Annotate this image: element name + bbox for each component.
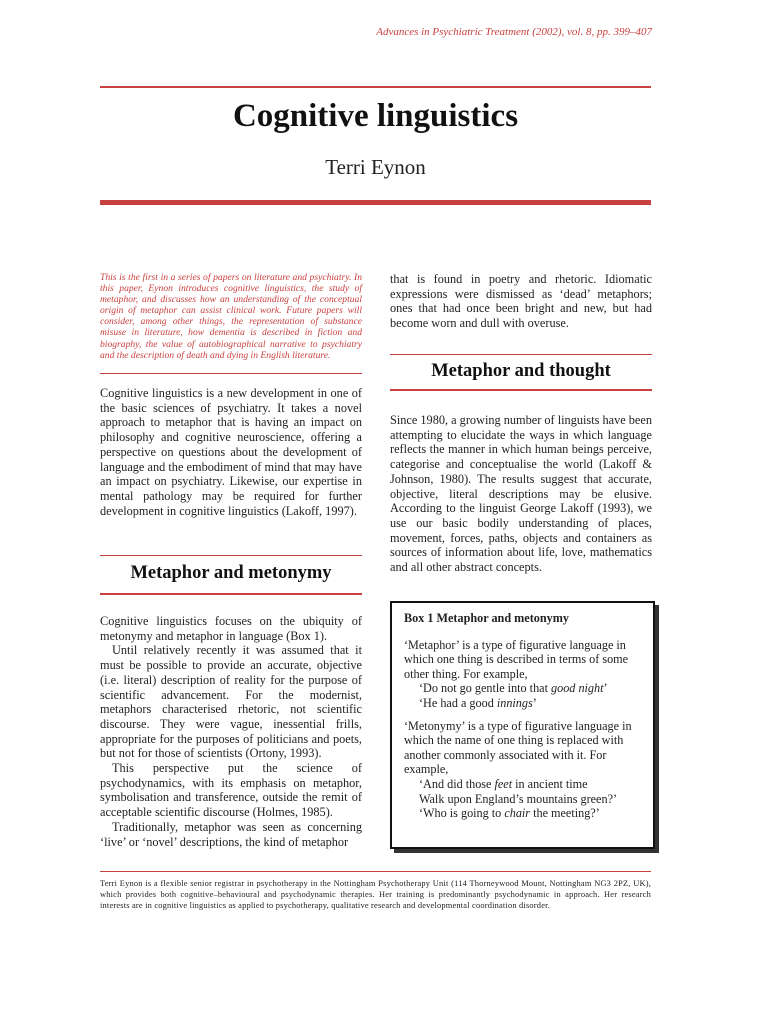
section-heading-metaphor-thought: Metaphor and thought [431, 361, 611, 381]
section-heading-metaphor-metonymy: Metaphor and metonymy [130, 563, 332, 583]
section1-paragraph: Traditionally, metaphor was seen as concerning ‘live’ or ‘novel’ descriptions, the kind of metaphor [100, 819, 362, 849]
metonymy-example: ‘And did those feet in ancient time [419, 776, 588, 791]
section1-paragraph: This perspective put the science of psychodynamics, with its emphasis on metaphor, symbolisation and transference, outside the remit of acceptable scientific discourse (Holmes, 1985). [100, 761, 362, 820]
intro-text: Cognitive linguistics is a new development in one of the basic sciences of psychiatry. It takes a novel approach to metaphor that is having an impact on philosophy and cognitive neuroscience, offering a perspective on questions about the development of language and the embodiment of mind that may have an impact on psychiatry. Likewise, our expertise in mental pathology may be required for further development in cognitive linguistics (Lakoff, 1997). [100, 386, 362, 518]
metaphor-definition: ‘Metaphor’ is a type of figurative language in which one thing is described in terms of some other thing. For example, [404, 637, 629, 681]
journal-reference: Advances in Psychiatric Treatment (2002), vol. 8, pp. 399–407 [376, 26, 652, 38]
section1-rule-bottom [100, 593, 362, 595]
article-title: Cognitive linguistics [232, 98, 519, 134]
author-footnote: Terri Eynon is a flexible senior registrar in psychotherapy in the Nottingham Psychotherapy Unit (114 Thorneywood Mount, Nottingham NG3 2PZ, UK), which provides both cognitive–behavioural and psychodynamic therapies. Her training is predominantly psychodynamic in approach. Her research interests are in cognitive linguistics as applied to psychotherapy, qualitative research and developmental coordination disorder. [100, 879, 651, 911]
article-author: Terri Eynon [325, 155, 426, 179]
metaphor-example: ‘Do not go gentle into that good night’ [419, 681, 608, 696]
box-title: Box 1 Metaphor and metonymy [404, 611, 569, 625]
section2-body [390, 413, 652, 575]
section1-paragraph: Cognitive linguistics focuses on the ubiquity of metonymy and metaphor in language (Box 1). [100, 614, 362, 643]
metonymy-example: Walk upon England’s mountains green?’ [419, 791, 618, 806]
metonymy-definition: ‘Metonymy’ is a type of figurative language in which the name of one thing is replaced with another commonly associated with it. For example, [404, 718, 632, 777]
section2-rule-top [390, 354, 652, 355]
metaphor-example: ‘He had a good innings’ [419, 695, 537, 710]
header-rule-top [100, 86, 651, 88]
section1-body [100, 614, 362, 849]
section1-rule-top [100, 555, 362, 556]
abstract-rule [100, 373, 362, 374]
section2-rule-bottom [390, 389, 652, 391]
box-content [404, 611, 639, 821]
intro-paragraph [100, 386, 362, 518]
section1-paragraph: Until relatively recently it was assumed that it must be possible to provide an accurate, objective (i.e. literal) description of reality for the purpose of scientific advancement. For the modernist, metaphors characterised rhetoric, not scientific discourse. They were vague, inessential frills, appropriate for the purposes of politicians and poets, but not for those of scientists (Ortony, 1993). [100, 643, 362, 761]
box-1 [390, 601, 655, 849]
metonymy-example: ‘Who is going to chair the meeting?’ [419, 806, 600, 821]
section2-paragraph: Since 1980, a growing number of linguists have been attempting to elucidate the ways in which language reflects the manner in which human beings perceive, categorise and conceptualise the world (Lakoff & Johnson, 1980). The results suggest that accurate, objective, literal descriptions may be elusive. According to the linguist George Lakoff (1993), we use our basic bodily understanding of places, movement, forces, paths, objects and containers as sources of information about life, love, mathematics and all other abstract concepts. [390, 413, 652, 575]
abstract: This is the first in a series of papers on literature and psychiatry. In this paper, Eynon introduces cognitive linguistics, the study of metaphor, and discusses how an understanding of the conceptual origin of metaphor can assist clinical work. Future papers will consider, among other things, the representation of substance misuse in literature, how dementia is described in fiction and biography, the value of autobiographical narrative to psychiatry and the description of death and dying in English literature. [100, 272, 362, 361]
continuation-text: that is found in poetry and rhetoric. Idiomatic expressions were dismissed as ‘dead’ metaphors; ones that had once been bright and new, but had become worn and dull with overuse. [390, 272, 652, 331]
column2-continuation [390, 272, 652, 331]
header-rule-bottom [100, 200, 651, 205]
footnote-rule [100, 871, 651, 872]
